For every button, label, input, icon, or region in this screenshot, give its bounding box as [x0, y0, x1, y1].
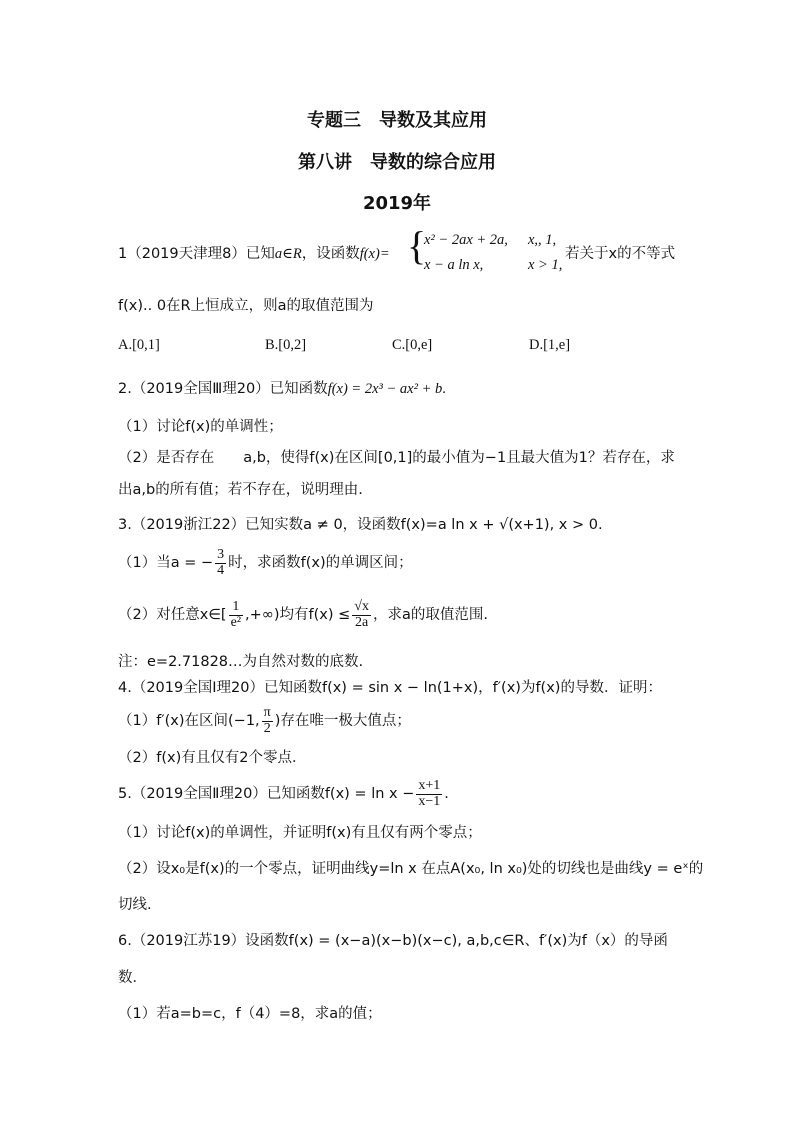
q1-tail: 若关于x的不等式: [565, 246, 676, 262]
q5-part2b: 切线.: [118, 897, 152, 913]
q6-head2: 数．: [118, 970, 147, 986]
topic-title: 专题三 导数及其应用: [307, 110, 487, 131]
fraction: $\frac{x+1}{x-1}$: [418, 778, 441, 809]
q1-option-d: D.[1,e]: [529, 337, 571, 353]
q1-line2: f(x).. 0在R上恒成立，则a的取值范围为: [118, 298, 374, 314]
q2-head: 2.（2019全国Ⅲ理20）已知函数f(x) = 2x³ − ax² + b.: [118, 381, 446, 397]
q1-piece1-expr: x² − 2ax + 2a,: [424, 232, 508, 248]
q1-piece1-cond: x,, 1,: [528, 232, 557, 248]
q2-part1: （1）讨论f(x)的单调性；: [118, 419, 283, 435]
fraction: $\frac{√x}{2a}$: [354, 599, 369, 630]
q4-part2: （2）f(x)有且仅有2个零点．: [118, 750, 307, 766]
year-title: 2019年: [362, 193, 432, 214]
fraction: $\frac{\pi}{2}$: [263, 705, 271, 736]
q6-head: 6.（2019江苏19）设函数f(x) = (x−a)(x−b)(x−c), a,b,c∈R、f′(x)为f（x）的导函: [118, 933, 668, 949]
q1-source: 1（2019天津理8）已知a∈R，设函数f(x)=: [118, 246, 390, 262]
q6-part1: （1）若a=b=c，f（4）=8，求a的值；: [118, 1006, 382, 1022]
q5-part2: （2）设x₀是f(x)的一个零点，证明曲线y=ln x 在点A(x₀, ln x₀)处的切线也是曲线y = eˣ的: [118, 861, 704, 877]
q1-option-b: B.[0,2]: [265, 337, 307, 353]
q1-option-a: A.[0,1]: [118, 337, 160, 353]
q3-head: 3.（2019浙江22）已知实数a ≠ 0，设函数f(x)=a ln x + √(x+1), x > 0.: [118, 517, 603, 533]
q3-part1: （1）当a = − $\frac{3}{4}$ 时，求函数f(x)的单调区间；: [118, 547, 413, 578]
q2-part2: （2）是否存在 a,b，使得f(x)在区间[0,1]的最小值为−1且最大值为1？若存在，求: [118, 450, 675, 466]
q1-option-c: C.[0,e]: [392, 337, 433, 353]
q2-part2b: 出a,b的所有值；若不存在，说明理由.: [118, 482, 363, 498]
q1-piece2-cond: x > 1,: [528, 257, 563, 273]
lecture-title: 第八讲 导数的综合应用: [298, 152, 496, 173]
piecewise-brace: {: [407, 223, 427, 268]
q3-note: 注：e=2.71828…为自然对数的底数.: [118, 654, 364, 670]
q1-piece2-expr: x − a ln x,: [424, 257, 484, 273]
q5-part1: （1）讨论f(x)的单调性，并证明f(x)有且仅有两个零点；: [118, 825, 482, 841]
q5-head: 5.（2019全国Ⅱ理20）已知函数f(x) = ln x − $\frac{x+1}{x-1}$ .: [118, 778, 449, 809]
fraction: $\frac{1}{\text{e²}}$: [230, 599, 242, 630]
q3-part2: （2）对任意x∈[ $\frac{1}{\text{e²}}$ ,+∞)均有f(x) ≤ $\frac{√x}{2a}$ ，求a的取值范围.: [118, 599, 488, 630]
fraction: $\frac{3}{4}$: [217, 547, 225, 578]
q4-part1: （1）f′(x)在区间(−1, $\frac{\pi}{2}$ )存在唯一极大值点；: [118, 705, 411, 736]
q4-head: 4.（2019全国Ⅰ理20）已知函数f(x) = sin x − ln(1+x)，f′(x)为f(x)的导数．证明：: [118, 680, 662, 696]
